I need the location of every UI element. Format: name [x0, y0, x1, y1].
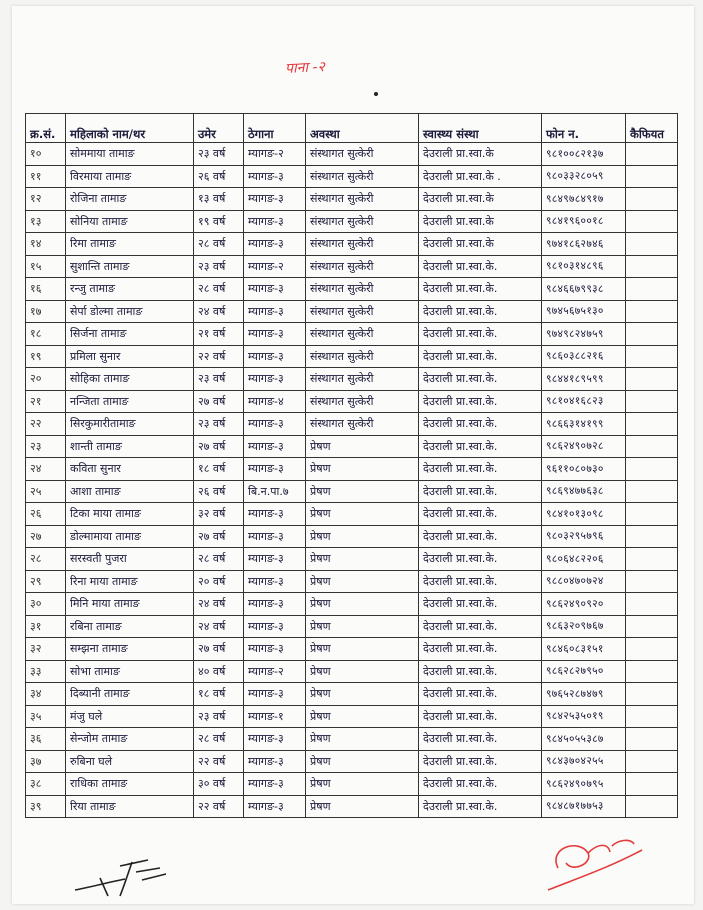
cell-serial: १९: [26, 345, 66, 368]
cell-name: आशा तामाङ: [66, 480, 194, 503]
cell-serial: १३: [26, 210, 66, 233]
cell-phone: ९८४१०१३०९८: [542, 503, 626, 526]
cell-status: प्रेषण: [306, 525, 419, 548]
cell-name: दिब्यानी तामाङ: [66, 683, 194, 706]
cell-address: म्यागङ-३: [244, 503, 306, 526]
cell-address: बि.न.पा.७: [244, 480, 306, 503]
header-health-institution: स्वास्थ्य संस्था: [419, 114, 542, 143]
cell-age: २३ वर्ष: [194, 255, 244, 278]
table-row: [26, 773, 678, 796]
cell-serial: २१: [26, 390, 66, 413]
cell-phone: ९८४५०५५३८७: [542, 728, 626, 751]
cell-serial: ३८: [26, 773, 66, 796]
cell-address: म्यागङ-३: [244, 728, 306, 751]
cell-remarks: [626, 525, 678, 548]
header-remarks: कैफियत: [626, 114, 678, 143]
cell-address: म्यागङ-३: [244, 615, 306, 638]
cell-health-institution: देउराली प्रा.स्वा.के.: [419, 728, 542, 751]
cell-address: म्यागङ-३: [244, 165, 306, 188]
cell-address: म्यागङ-३: [244, 345, 306, 368]
cell-phone: ९८४६६७९९३८: [542, 278, 626, 301]
cell-remarks: [626, 593, 678, 616]
cell-status: प्रेषण: [306, 570, 419, 593]
cell-serial: १५: [26, 255, 66, 278]
cell-serial: २४: [26, 458, 66, 481]
table-row: [26, 548, 678, 571]
cell-serial: १२: [26, 188, 66, 211]
cell-phone: ९८०३३२८०५९: [542, 165, 626, 188]
cell-name: सेन्जोम तामाङ: [66, 728, 194, 751]
cell-name: रुबिना घले: [66, 750, 194, 773]
cell-age: २७ वर्ष: [194, 638, 244, 661]
cell-age: २८ वर्ष: [194, 728, 244, 751]
cell-age: ३२ वर्ष: [194, 503, 244, 526]
cell-age: ३० वर्ष: [194, 773, 244, 796]
cell-remarks: [626, 548, 678, 571]
cell-name: सिरकुमारीतामाङ: [66, 413, 194, 436]
cell-name: राधिका तामाङ: [66, 773, 194, 796]
cell-health-institution: देउराली प्रा.स्वा.के.: [419, 548, 542, 571]
cell-health-institution: देउराली प्रा.स्वा.के.: [419, 615, 542, 638]
cell-remarks: [626, 795, 678, 818]
cell-health-institution: देउराली प्रा.स्वा.के.: [419, 413, 542, 436]
cell-address: म्यागङ-३: [244, 795, 306, 818]
cell-address: म्यागङ-२: [244, 143, 306, 166]
cell-status: प्रेषण: [306, 435, 419, 458]
cell-address: म्यागङ-३: [244, 188, 306, 211]
header-address: ठेगाना: [244, 114, 306, 143]
cell-address: म्यागङ-१: [244, 705, 306, 728]
table-row: [26, 570, 678, 593]
cell-remarks: [626, 345, 678, 368]
cell-remarks: [626, 435, 678, 458]
cell-serial: १६: [26, 278, 66, 301]
cell-name: सरस्वती पुजरा: [66, 548, 194, 571]
cell-remarks: [626, 413, 678, 436]
cell-name: टिका माया तामाङ: [66, 503, 194, 526]
cell-age: २६ वर्ष: [194, 480, 244, 503]
cell-age: १८ वर्ष: [194, 458, 244, 481]
cell-serial: ३३: [26, 660, 66, 683]
cell-phone: ९६११०८०७३०: [542, 458, 626, 481]
cell-health-institution: देउराली प्रा.स्वा.के.: [419, 795, 542, 818]
cell-remarks: [626, 615, 678, 638]
cell-phone: ९८१००८२१३७: [542, 143, 626, 166]
cell-phone: ९७६५२८७४७९: [542, 683, 626, 706]
cell-serial: २८: [26, 548, 66, 571]
cell-health-institution: देउराली प्रा.स्वा.के.: [419, 503, 542, 526]
cell-address: म्यागङ-३: [244, 435, 306, 458]
cell-age: २२ वर्ष: [194, 345, 244, 368]
cell-remarks: [626, 458, 678, 481]
cell-status: संस्थागत सुत्केरी: [306, 323, 419, 346]
cell-age: २३ वर्ष: [194, 705, 244, 728]
cell-remarks: [626, 660, 678, 683]
cell-health-institution: देउराली प्रा.स्वा.के: [419, 233, 542, 256]
cell-address: म्यागङ-४: [244, 390, 306, 413]
cell-serial: २२: [26, 413, 66, 436]
cell-remarks: [626, 683, 678, 706]
cell-remarks: [626, 390, 678, 413]
cell-serial: १०: [26, 143, 66, 166]
cell-status: संस्थागत सुत्केरी: [306, 368, 419, 391]
cell-name: सेर्पा डोल्मा तामाङ: [66, 300, 194, 323]
cell-phone: ९८६३२०९७६७: [542, 615, 626, 638]
cell-serial: ३७: [26, 750, 66, 773]
cell-status: प्रेषण: [306, 750, 419, 773]
cell-address: म्यागङ-३: [244, 638, 306, 661]
cell-remarks: [626, 300, 678, 323]
cell-remarks: [626, 165, 678, 188]
cell-health-institution: देउराली प्रा.स्वा.के.: [419, 525, 542, 548]
cell-address: म्यागङ-३: [244, 683, 306, 706]
table-row: [26, 705, 678, 728]
table-row: [26, 390, 678, 413]
table-row: [26, 660, 678, 683]
cell-phone: ९८१०४१६८२३: [542, 390, 626, 413]
table-row: [26, 795, 678, 818]
cell-health-institution: देउराली प्रा.स्वा.के.: [419, 390, 542, 413]
cell-age: २७ वर्ष: [194, 390, 244, 413]
cell-remarks: [626, 480, 678, 503]
table-row: [26, 413, 678, 436]
cell-health-institution: देउराली प्रा.स्वा.के.: [419, 368, 542, 391]
cell-health-institution: देउराली प्रा.स्वा.के.: [419, 345, 542, 368]
cell-health-institution: देउराली प्रा.स्वा.के .: [419, 165, 542, 188]
cell-status: संस्थागत सुत्केरी: [306, 278, 419, 301]
cell-name: रोजिना तामाङ: [66, 188, 194, 211]
cell-remarks: [626, 368, 678, 391]
cell-name: सोनिया तामाङ: [66, 210, 194, 233]
cell-phone: ९८०६४८२२०६: [542, 548, 626, 571]
cell-name: विरमाया तामाङ: [66, 165, 194, 188]
cell-remarks: [626, 188, 678, 211]
cell-name: सुशान्ति तामाङ: [66, 255, 194, 278]
cell-status: प्रेषण: [306, 548, 419, 571]
cell-name: मिनि माया तामाङ: [66, 593, 194, 616]
cell-remarks: [626, 255, 678, 278]
cell-health-institution: देउराली प्रा.स्वा.के.: [419, 255, 542, 278]
cell-age: २३ वर्ष: [194, 143, 244, 166]
cell-remarks: [626, 570, 678, 593]
cell-health-institution: देउराली प्रा.स्वा.के.: [419, 660, 542, 683]
cell-serial: १८: [26, 323, 66, 346]
cell-status: संस्थागत सुत्केरी: [306, 210, 419, 233]
table-row: [26, 345, 678, 368]
cell-health-institution: देउराली प्रा.स्वा.के.: [419, 705, 542, 728]
cell-phone: ९८६२४९०७२८: [542, 435, 626, 458]
cell-status: संस्थागत सुत्केरी: [306, 188, 419, 211]
cell-status: प्रेषण: [306, 773, 419, 796]
cell-name: डोल्मामाया तामाङ: [66, 525, 194, 548]
cell-phone: ९८६२८२७९५०: [542, 660, 626, 683]
cell-remarks: [626, 728, 678, 751]
table-row: [26, 593, 678, 616]
cell-health-institution: देउराली प्रा.स्वा.के.: [419, 750, 542, 773]
header-age: उमेर: [194, 114, 244, 143]
cell-health-institution: देउराली प्रा.स्वा.के.: [419, 683, 542, 706]
cell-remarks: [626, 503, 678, 526]
cell-address: म्यागङ-३: [244, 323, 306, 346]
cell-status: संस्थागत सुत्केरी: [306, 255, 419, 278]
cell-status: संस्थागत सुत्केरी: [306, 300, 419, 323]
cell-phone: ९८४४१८९५९९: [542, 368, 626, 391]
cell-remarks: [626, 638, 678, 661]
table-row: [26, 525, 678, 548]
cell-age: २८ वर्ष: [194, 278, 244, 301]
cell-status: प्रेषण: [306, 683, 419, 706]
cell-health-institution: देउराली प्रा.स्वा.के.: [419, 435, 542, 458]
cell-name: सोममाया तामाङ: [66, 143, 194, 166]
cell-address: म्यागङ-२: [244, 660, 306, 683]
cell-address: म्यागङ-३: [244, 548, 306, 571]
cell-age: १३ वर्ष: [194, 188, 244, 211]
cell-serial: ३०: [26, 593, 66, 616]
table-row: [26, 458, 678, 481]
cell-serial: २३: [26, 435, 66, 458]
table-row: [26, 278, 678, 301]
cell-address: म्यागङ-३: [244, 593, 306, 616]
cell-remarks: [626, 323, 678, 346]
cell-health-institution: देउराली प्रा.स्वा.के.: [419, 300, 542, 323]
cell-health-institution: देउराली प्रा.स्वा.के.: [419, 593, 542, 616]
cell-age: २७ वर्ष: [194, 435, 244, 458]
cell-phone: ९८४६०८३१५१: [542, 638, 626, 661]
cell-address: म्यागङ-३: [244, 525, 306, 548]
cell-status: संस्थागत सुत्केरी: [306, 143, 419, 166]
cell-serial: २९: [26, 570, 66, 593]
cell-age: २२ वर्ष: [194, 795, 244, 818]
cell-status: प्रेषण: [306, 503, 419, 526]
cell-address: म्यागङ-२: [244, 255, 306, 278]
cell-name: रिमा तामाङ: [66, 233, 194, 256]
cell-remarks: [626, 233, 678, 256]
cell-health-institution: देउराली प्रा.स्वा.के.: [419, 480, 542, 503]
cell-phone: ९८६९४७७६३८: [542, 480, 626, 503]
cell-age: २१ वर्ष: [194, 323, 244, 346]
table-row: [26, 255, 678, 278]
cell-serial: ३६: [26, 728, 66, 751]
cell-address: म्यागङ-३: [244, 300, 306, 323]
cell-status: प्रेषण: [306, 638, 419, 661]
cell-health-institution: देउराली प्रा.स्वा.के.: [419, 570, 542, 593]
table-row: [26, 728, 678, 751]
cell-status: संस्थागत सुत्केरी: [306, 413, 419, 436]
cell-remarks: [626, 773, 678, 796]
cell-phone: ९८६२४९०९२०: [542, 593, 626, 616]
cell-address: म्यागङ-३: [244, 278, 306, 301]
cell-address: म्यागङ-३: [244, 413, 306, 436]
cell-status: प्रेषण: [306, 480, 419, 503]
header-phone: फोन न.: [542, 114, 626, 143]
table-row: [26, 750, 678, 773]
cell-name: रिया तामाङ: [66, 795, 194, 818]
table-row: [26, 165, 678, 188]
cell-phone: ९८४९७८४९१७: [542, 188, 626, 211]
cell-remarks: [626, 278, 678, 301]
cell-age: २३ वर्ष: [194, 368, 244, 391]
table-row: [26, 615, 678, 638]
cell-age: २४ वर्ष: [194, 300, 244, 323]
cell-age: २४ वर्ष: [194, 615, 244, 638]
cell-health-institution: देउराली प्रा.स्वा.के.: [419, 458, 542, 481]
page-label: पाना -२: [284, 58, 326, 78]
cell-address: म्यागङ-३: [244, 368, 306, 391]
cell-phone: ९८१०३१४८९६: [542, 255, 626, 278]
cell-health-institution: देउराली प्रा.स्वा.के.: [419, 323, 542, 346]
table-row: [26, 143, 678, 166]
cell-serial: २०: [26, 368, 66, 391]
table-row: [26, 300, 678, 323]
table-row: [26, 683, 678, 706]
cell-phone: ९८६०३८८२१६: [542, 345, 626, 368]
cell-serial: २६: [26, 503, 66, 526]
header-status: अवस्था: [306, 114, 419, 143]
cell-health-institution: देउराली प्रा.स्वा.के: [419, 143, 542, 166]
cell-phone: ९८४३७०४२५५: [542, 750, 626, 773]
cell-age: २८ वर्ष: [194, 233, 244, 256]
header-serial: क्र.सं.: [26, 114, 66, 143]
cell-age: ४० वर्ष: [194, 660, 244, 683]
table-row: [26, 323, 678, 346]
cell-age: २३ वर्ष: [194, 413, 244, 436]
cell-serial: ३२: [26, 638, 66, 661]
table-row: [26, 233, 678, 256]
table-row: [26, 368, 678, 391]
cell-phone: ९८४२५३५०१९: [542, 705, 626, 728]
cell-serial: ३९: [26, 795, 66, 818]
cell-age: २६ वर्ष: [194, 165, 244, 188]
cell-status: संस्थागत सुत्केरी: [306, 345, 419, 368]
cell-status: प्रेषण: [306, 593, 419, 616]
cell-phone: ९८६२४९०७९५: [542, 773, 626, 796]
cell-address: म्यागङ-३: [244, 570, 306, 593]
cell-status: प्रेषण: [306, 458, 419, 481]
cell-age: २७ वर्ष: [194, 525, 244, 548]
cell-name: मंजु घले: [66, 705, 194, 728]
cell-serial: २७: [26, 525, 66, 548]
cell-address: म्यागङ-३: [244, 210, 306, 233]
cell-phone: ९८८०४७०७२४: [542, 570, 626, 593]
cell-remarks: [626, 705, 678, 728]
cell-remarks: [626, 750, 678, 773]
cell-status: प्रेषण: [306, 660, 419, 683]
cell-status: प्रेषण: [306, 705, 419, 728]
cell-name: रन्जु तामाङ: [66, 278, 194, 301]
ink-dot: [374, 92, 378, 96]
register-table: [25, 113, 678, 818]
cell-serial: ३१: [26, 615, 66, 638]
cell-age: २८ वर्ष: [194, 548, 244, 571]
cell-phone: ९८४१९६००१८: [542, 210, 626, 233]
cell-name: सिर्जना तामाङ: [66, 323, 194, 346]
cell-name: नन्जिता तामाङ: [66, 390, 194, 413]
cell-remarks: [626, 210, 678, 233]
table-row: [26, 480, 678, 503]
cell-serial: १४: [26, 233, 66, 256]
cell-status: प्रेषण: [306, 795, 419, 818]
cell-name: रबिना तामाङ: [66, 615, 194, 638]
table-row: [26, 638, 678, 661]
cell-name: रिना माया तामाङ: [66, 570, 194, 593]
cell-status: संस्थागत सुत्केरी: [306, 390, 419, 413]
cell-remarks: [626, 143, 678, 166]
cell-health-institution: देउराली प्रा.स्वा.के.: [419, 773, 542, 796]
cell-phone: ९७४१८६२७४६: [542, 233, 626, 256]
cell-phone: ९८०३२९५७९६: [542, 525, 626, 548]
cell-health-institution: देउराली प्रा.स्वा.के.: [419, 278, 542, 301]
cell-age: १८ वर्ष: [194, 683, 244, 706]
cell-name: कविता सुनार: [66, 458, 194, 481]
cell-status: संस्थागत सुत्केरी: [306, 165, 419, 188]
cell-phone: ९७४५६७५१३०: [542, 300, 626, 323]
cell-status: प्रेषण: [306, 615, 419, 638]
signature-left: [70, 852, 180, 902]
cell-health-institution: देउराली प्रा.स्वा.के: [419, 210, 542, 233]
cell-status: संस्थागत सुत्केरी: [306, 233, 419, 256]
cell-serial: ३४: [26, 683, 66, 706]
cell-serial: ३५: [26, 705, 66, 728]
cell-phone: ९७४९८२४७५९: [542, 323, 626, 346]
table-header-row: [26, 114, 678, 143]
cell-phone: ९८४८७१७७५३: [542, 795, 626, 818]
cell-serial: २५: [26, 480, 66, 503]
cell-address: म्यागङ-३: [244, 458, 306, 481]
cell-health-institution: देउराली प्रा.स्वा.के.: [419, 638, 542, 661]
cell-age: १९ वर्ष: [194, 210, 244, 233]
cell-health-institution: देउराली प्रा.स्वा.के: [419, 188, 542, 211]
cell-address: म्यागङ-३: [244, 233, 306, 256]
cell-name: शान्ती तामाङ: [66, 435, 194, 458]
cell-status: प्रेषण: [306, 728, 419, 751]
table-row: [26, 210, 678, 233]
cell-name: सोभा तामाङ: [66, 660, 194, 683]
cell-serial: १७: [26, 300, 66, 323]
cell-serial: ११: [26, 165, 66, 188]
cell-name: प्रमिला सुनार: [66, 345, 194, 368]
cell-name: सोहिका तामाङ: [66, 368, 194, 391]
cell-address: म्यागङ-३: [244, 750, 306, 773]
header-name: महिलाको नाम/थर: [66, 114, 194, 143]
table-row: [26, 435, 678, 458]
cell-address: म्यागङ-३: [244, 773, 306, 796]
cell-age: २० वर्ष: [194, 570, 244, 593]
cell-name: सम्झना तामाङ: [66, 638, 194, 661]
table-row: [26, 188, 678, 211]
table-row: [26, 503, 678, 526]
signature-right: [538, 828, 648, 898]
cell-age: २२ वर्ष: [194, 750, 244, 773]
cell-phone: ९८६६३१४१९९: [542, 413, 626, 436]
cell-age: २४ वर्ष: [194, 593, 244, 616]
